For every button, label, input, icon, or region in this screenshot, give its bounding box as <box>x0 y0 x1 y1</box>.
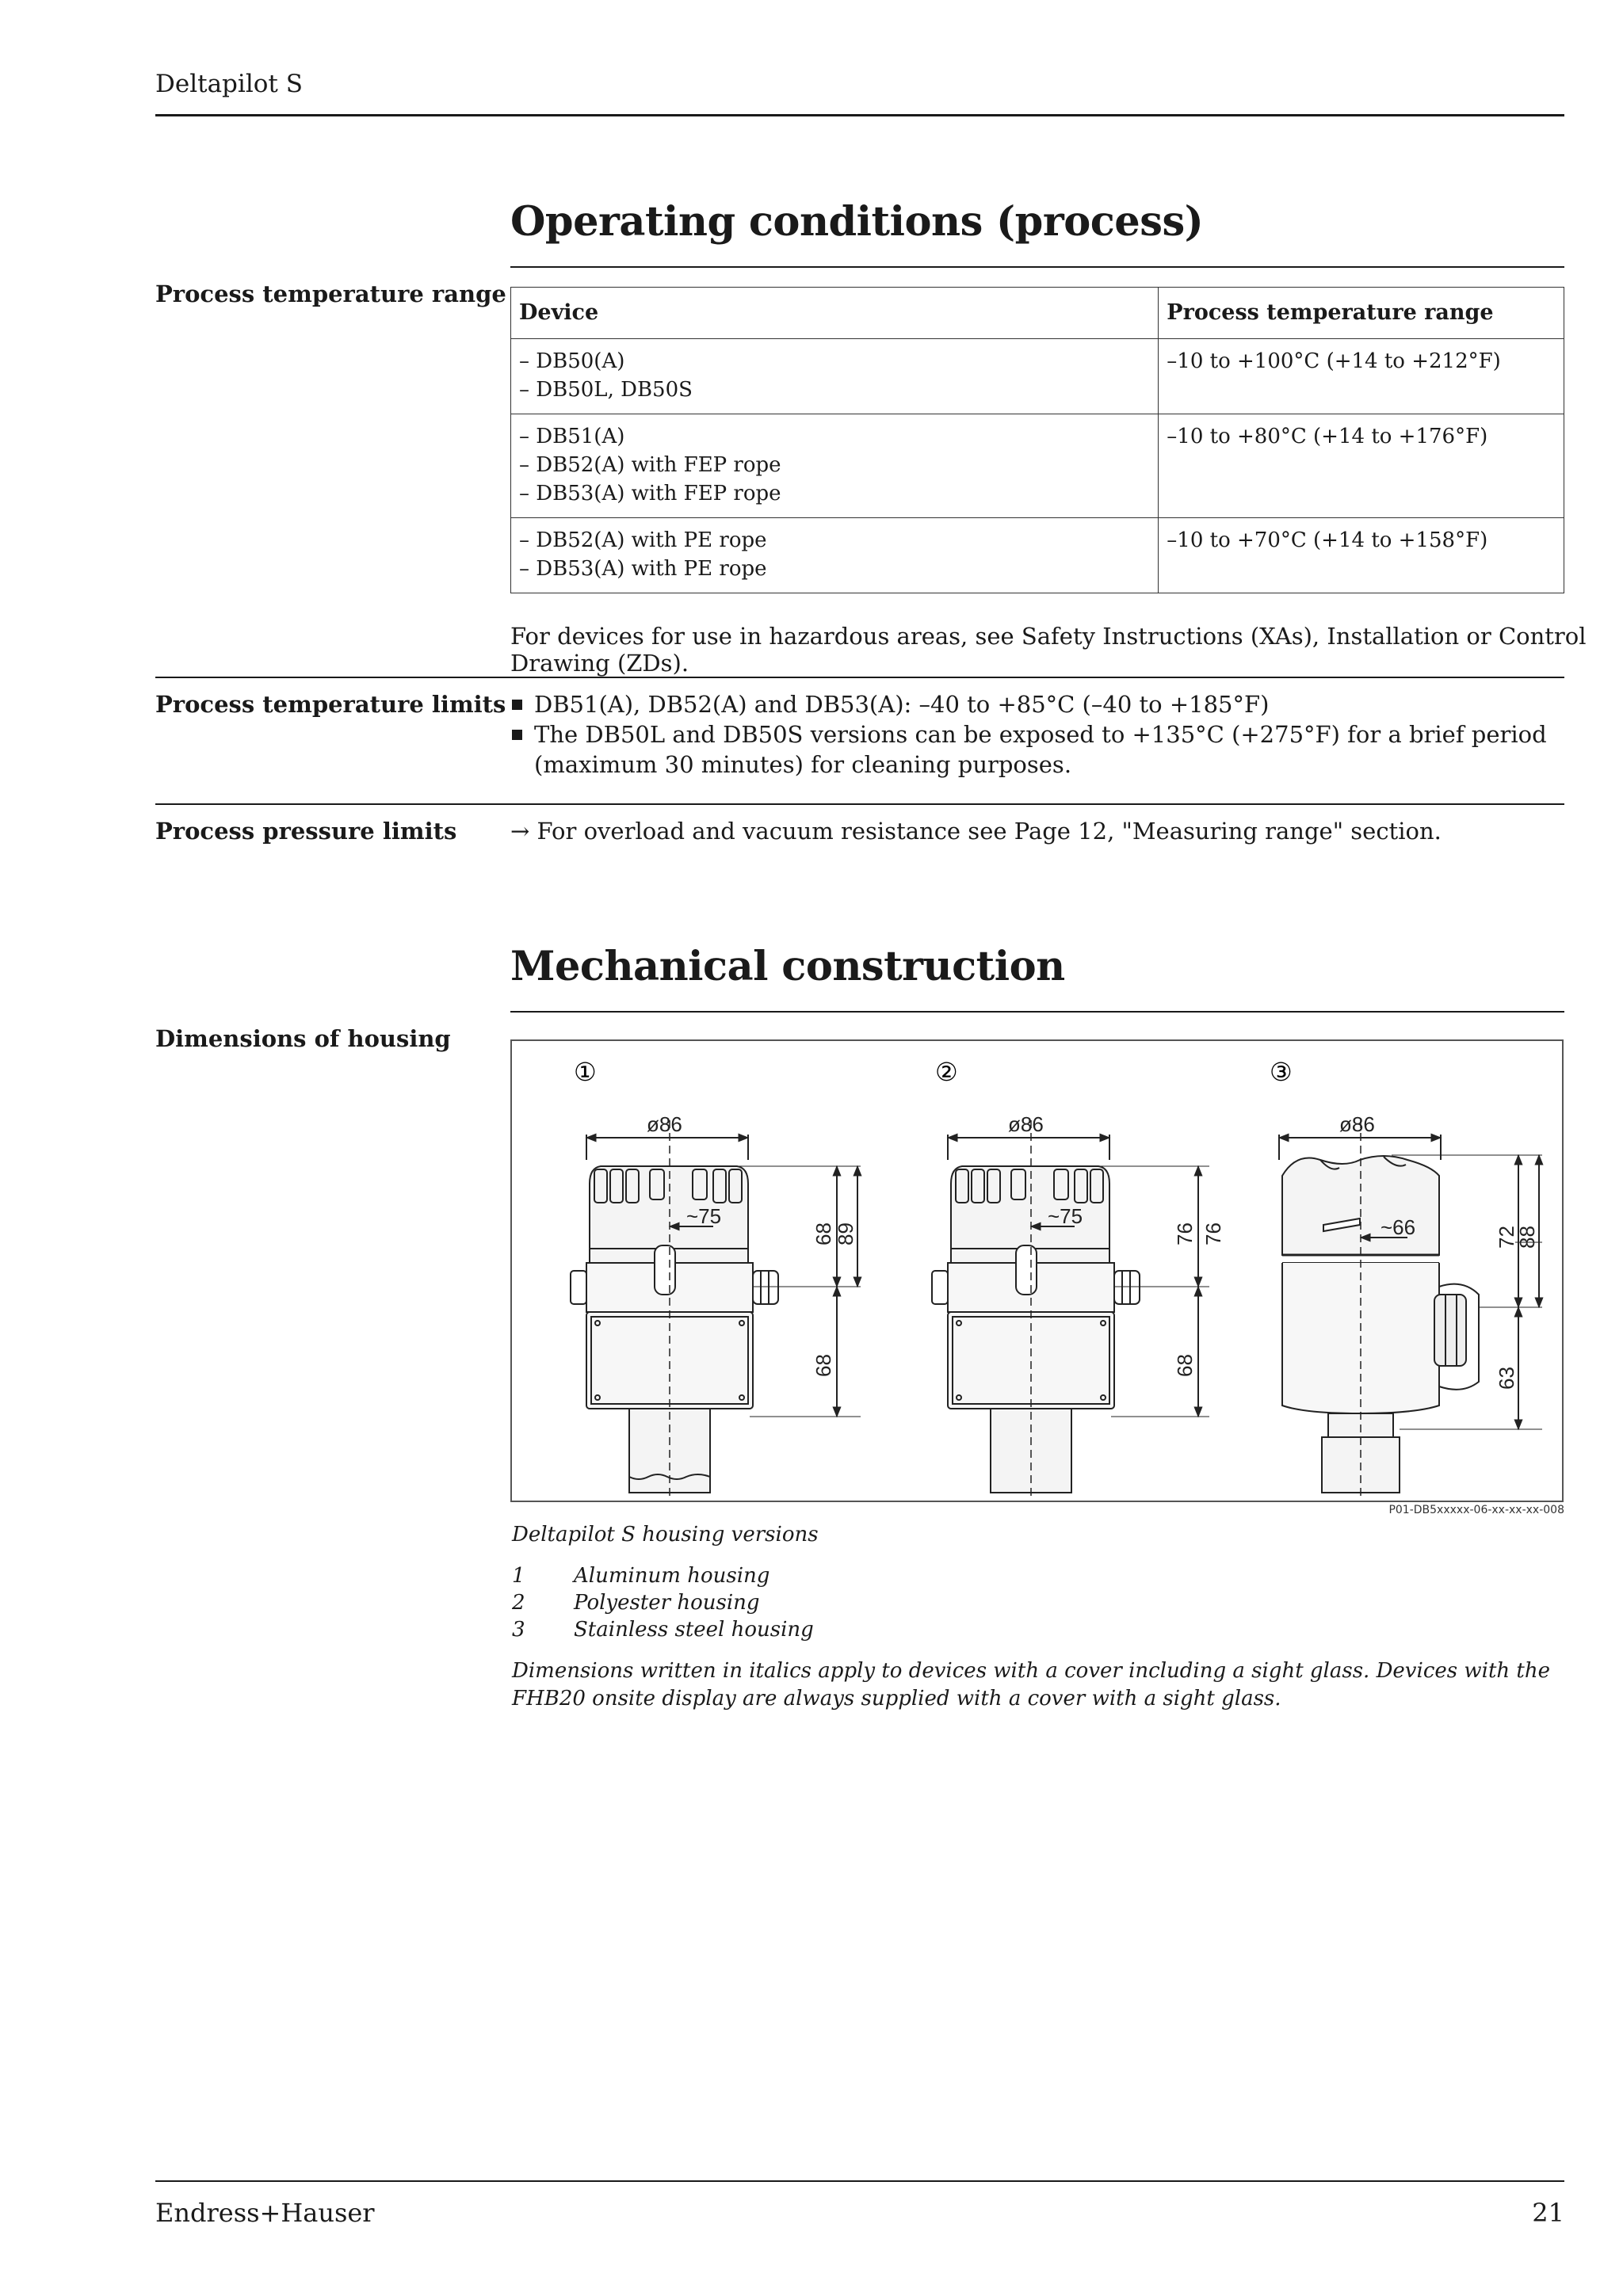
table-row <box>511 414 1564 518</box>
marker-2: ② <box>935 1057 958 1087</box>
dim-height: 68 <box>812 1222 835 1245</box>
column-header-device: Device <box>511 288 1159 339</box>
dim-height: 76 <box>1201 1222 1225 1245</box>
legend-number: 3 <box>512 1618 525 1642</box>
footer-rule <box>155 2180 1564 2182</box>
section-rule <box>510 266 1564 268</box>
temperature-range-table <box>510 287 1564 593</box>
dim-height: 63 <box>1495 1367 1518 1390</box>
figure-code: P01-DB5xxxxx-06-xx-xx-xx-008 <box>1388 1504 1564 1516</box>
device-cell <box>511 518 1159 593</box>
device-cell <box>511 339 1159 414</box>
column-header-range: Process temperature range <box>1159 288 1564 339</box>
legend-item <box>512 1591 1067 1618</box>
legend-number: 2 <box>512 1591 525 1615</box>
dim-height: 76 <box>1173 1222 1197 1245</box>
header-rule <box>155 114 1564 116</box>
label-dimensions-of-housing: Dimensions of housing <box>155 1025 451 1052</box>
label-process-temperature-range: Process temperature range <box>155 280 506 307</box>
stainless-steel-housing-drawing <box>1279 1120 1542 1499</box>
pressure-limits-text: → For overload and vacuum resistance see Page 12, "Measuring range" section. <box>510 818 1442 845</box>
section-heading-operating: Operating conditions (process) <box>510 198 1204 246</box>
marker-3: ③ <box>1270 1057 1293 1087</box>
figure-note: Dimensions written in italics apply to devices with a cover including a sight glass. Devices with the FHB20 onsite display are always supplied with a cover with a sight glass. <box>512 1659 1550 1711</box>
legend-text: Aluminum housing <box>574 1564 770 1588</box>
legend-item <box>512 1618 1067 1645</box>
dim-height: 89 <box>834 1222 857 1245</box>
table-row <box>511 339 1564 414</box>
dim-diameter: ø86 <box>1008 1112 1044 1136</box>
section-heading-mechanical: Mechanical construction <box>510 943 1065 990</box>
range-cell: –10 to +70°C (+14 to +158°F) <box>1159 518 1564 593</box>
section-rule <box>510 1011 1564 1013</box>
document-title: Deltapilot S <box>155 70 303 98</box>
legend-text: Polyester housing <box>574 1591 760 1615</box>
label-process-pressure-limits: Process pressure limits <box>155 818 457 845</box>
dim-height: 68 <box>1173 1354 1197 1377</box>
aluminum-housing-drawing <box>571 1120 861 1499</box>
footer-brand: Endress+Hauser <box>155 2198 375 2228</box>
dim-cover: ~75 <box>686 1204 722 1228</box>
dim-diameter: ø86 <box>1339 1112 1375 1136</box>
section-rule <box>155 677 1564 678</box>
list-item: DB51(A), DB52(A) and DB53(A): –40 to +85°C (–40 to +185°F) <box>510 689 1564 719</box>
device-item: – DB53(A) with PE rope <box>519 557 767 581</box>
hazardous-areas-note: For devices for use in hazardous areas, see Safety Instructions (XAs), Installation or Control Drawing (ZDs). <box>510 623 1587 677</box>
range-cell: –10 to +80°C (+14 to +176°F) <box>1159 414 1564 518</box>
device-item: – DB50L, DB50S <box>519 378 693 402</box>
legend-number: 1 <box>512 1564 525 1588</box>
dim-height: 72 <box>1495 1226 1518 1249</box>
device-item: – DB51(A) <box>519 425 625 448</box>
device-item: – DB52(A) with FEP rope <box>519 453 781 477</box>
dim-height: 68 <box>812 1354 835 1377</box>
dim-height: 88 <box>1515 1226 1539 1249</box>
device-cell <box>511 414 1159 518</box>
dim-cover: ~66 <box>1381 1215 1416 1239</box>
section-rule <box>155 803 1564 805</box>
range-cell: –10 to +100°C (+14 to +212°F) <box>1159 339 1564 414</box>
page-number: 21 <box>1532 2198 1564 2228</box>
dim-diameter: ø86 <box>647 1112 682 1136</box>
label-process-temperature-limits: Process temperature limits <box>155 691 506 718</box>
table-header-row <box>511 288 1564 339</box>
dim-cover: ~75 <box>1048 1204 1083 1228</box>
device-item: – DB53(A) with FEP rope <box>519 482 781 505</box>
figure-caption: Deltapilot S housing versions <box>512 1523 819 1547</box>
temperature-limits-list <box>510 689 1564 780</box>
legend-text: Stainless steel housing <box>574 1618 814 1642</box>
housing-figure <box>510 1039 1564 1502</box>
marker-1: ① <box>574 1057 597 1087</box>
figure-legend <box>512 1564 1067 1645</box>
housing-drawing <box>512 1041 1562 1501</box>
device-item: – DB50(A) <box>519 349 625 373</box>
device-item: – DB52(A) with PE rope <box>519 528 767 552</box>
list-item: The DB50L and DB50S versions can be exposed to +135°C (+275°F) for a brief period (maximum 30 minutes) for cleaning purposes. <box>510 719 1564 780</box>
polyester-housing-drawing <box>932 1120 1209 1499</box>
table-row <box>511 518 1564 593</box>
legend-item <box>512 1564 1067 1591</box>
